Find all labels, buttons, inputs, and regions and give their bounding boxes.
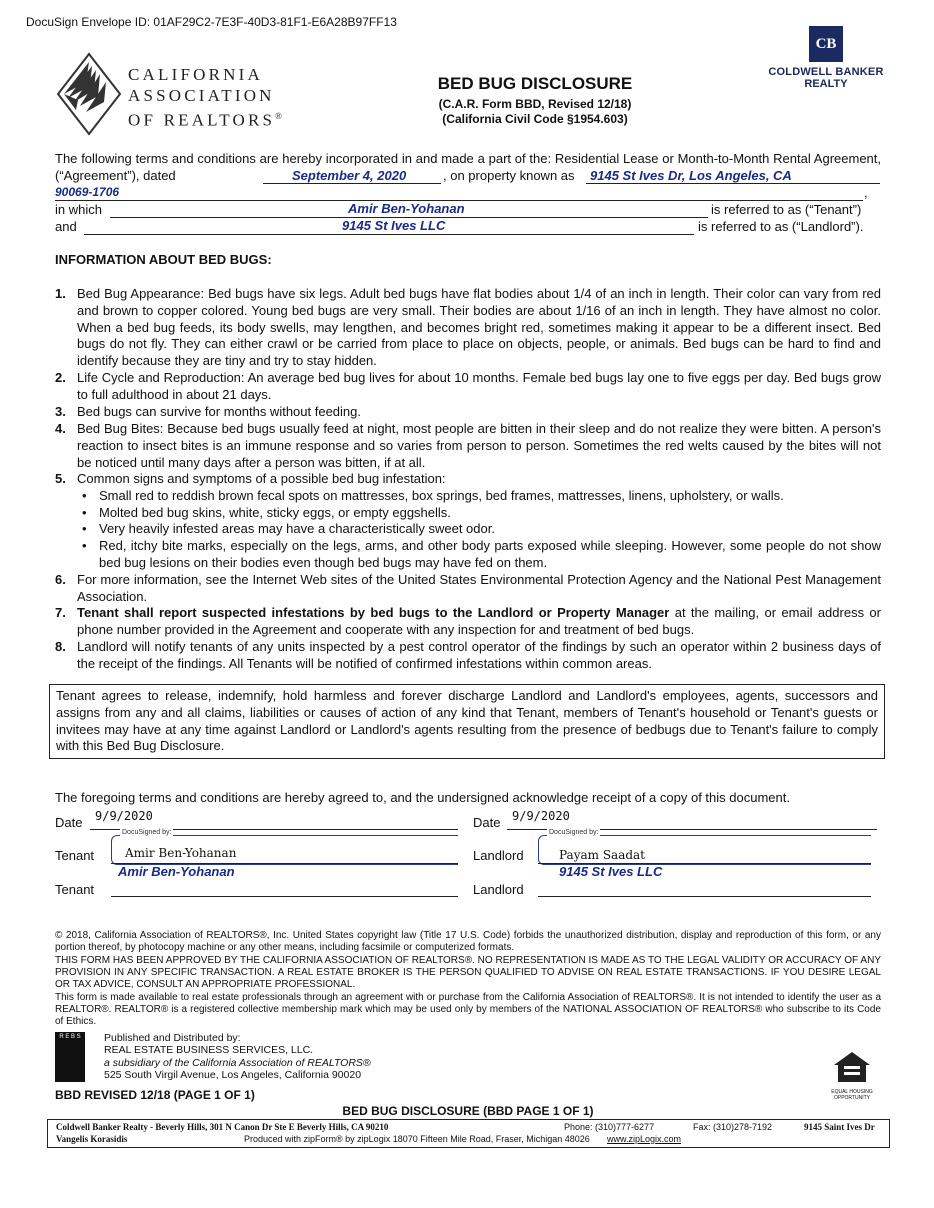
publisher-line3: a subsidiary of the California Association of REALTORS® <box>104 1056 371 1069</box>
list-item <box>55 286 881 370</box>
tenant-docusign-box[interactable] <box>111 829 458 865</box>
approval-notice: THIS FORM HAS BEEN APPROVED BY THE CALIFORNIA ASSOCIATION OF REALTORS®. NO REPRESENTATION IS MADE AS TO THE LEGAL VALIDITY OR ACCURACY OF ANY PROVISION IN ANY SPECIFIC TRANSACTION. A REAL ESTATE BROKER IS THE PERSON QUALIFIED TO ADVISE ON REAL ESTATE TRANSACTIONS. IF YOU DESIRE LEGAL OR TAX ADVICE, CONSULT AN APPROPRIATE PROFESSIONAL. <box>55 955 881 991</box>
list-item <box>55 404 881 421</box>
car-logo-line3-wrap <box>128 106 285 131</box>
list-item <box>55 572 881 606</box>
indemnity-box: Tenant agrees to release, indemnify, hold harmless and forever discharge Landlord and Landlord's employees, agents, successors and assigns from any and all claims, liabilities or causes of action of any kind that Tenant, members of Tenant's household or Tenant's guests or invitees may have at any time against Landlord or Landlord's agents resulting from the presence of bedbugs due to Tenant's failure to comply with this Bed Bug Disclosure. <box>49 684 885 759</box>
property-address-field[interactable]: 9145 St Ives Dr, Los Angeles, CA <box>590 168 792 183</box>
bullet-item <box>82 488 881 505</box>
item-text: at the mailing, or email address or phone number provided in the Agreement and cooperate with any inspection for and treatment of bed bugs. <box>77 605 881 637</box>
bullet-text: Small red to reddish brown fecal spots on mattresses, box springs, bed frames, mattresses, linens, upholstery, or walls. <box>99 488 784 503</box>
item-text: Life Cycle and Reproduction: An average bed bug lives for about 10 months. Female bed bugs lay one to five eggs per day. Bed bugs grow to full adulthood in about 21 days. <box>77 370 881 402</box>
cb-logo-icon: CB <box>809 26 843 62</box>
coldwell-banker-logo <box>766 26 886 90</box>
info-heading: INFORMATION ABOUT BED BUGS: <box>55 252 272 267</box>
envelope-id: DocuSign Envelope ID: 01AF29C2-7E3F-40D3-81F1-E6A28B97FF13 <box>26 15 397 29</box>
realtor-notice: This form is made available to real estate professionals through an agreement with or purchase from the California Association of REALTORS®. It is not intended to identify the user as a REALTOR®. REALTOR® is a registered collective membership mark which may be used only by members of the NATIONAL ASSOCIATION OF REALTORS® who subscribe to its Code of Ethics. <box>55 992 881 1028</box>
landlord-signature: Payam Saadat <box>559 848 646 862</box>
property-comma: , <box>864 185 868 200</box>
in-which-label: in which <box>55 202 102 217</box>
car-logo-text <box>128 64 285 131</box>
broker-phone: Phone: (310)777-6277 <box>564 1122 655 1132</box>
item-text: Bed Bug Bites: Because bed bugs usually feed at night, most people are bitten in their sleep and do not realize they were bitten. A person's reaction to insect bites is an immune response and so varies from person to person. Sometimes the red welts caused by the bites will not be noticed until many days after a person was bitten, if at all. <box>77 421 881 470</box>
bullet-text: Molted bed bug skins, white, sticky eggs, or empty eggshells. <box>99 505 451 520</box>
landlord2-sign-label: Landlord <box>473 882 524 897</box>
agreement-date-field[interactable]: September 4, 2020 <box>292 168 407 183</box>
tenant-date-field[interactable]: 9/9/2020 <box>95 809 153 823</box>
tenant-date-label: Date <box>55 815 83 830</box>
rebs-logo-icon: R E B S <box>55 1032 85 1082</box>
docusign-caption: DocuSigned by: <box>549 829 599 836</box>
footer-property: 9145 Saint Ives Dr <box>804 1122 875 1132</box>
and-label: and <box>55 219 77 234</box>
intro-text: The following terms and conditions are hereby incorporated in and made a part of the: Residential Lease or Month-to-Month Rental Agreement, (“Agreement”), dated <box>55 151 881 183</box>
item-bold-text: Tenant shall report suspected infestations by bed bugs to the Landlord or Property Manager <box>77 605 670 620</box>
car-logo-icon <box>56 52 122 136</box>
landlord-underline <box>84 234 694 235</box>
tenant-referred-label: is referred to as (“Tenant”) <box>711 202 862 217</box>
item-text: Bed Bug Appearance: Bed bugs have six legs. Adult bed bugs have flat bodies about 1/4 of an inch in length. Their color can vary from red and brown to copper colored. Young bed bugs are very small. Their bodies are about 1/16 of an inch in length. They have almost no color. When a bed bug feeds, its body swells, may lengthen, and becomes bright red, sometimes making it appear to be a different insect. Bed bugs do not fly. They can either crawl or be carried from place to place on objects, people, or animals. Bed bugs can be hard to find and identify because they are tiny and try to stay hidden. <box>77 286 881 369</box>
equal-housing-logo <box>830 1050 874 1101</box>
bullet-text: Very heavily infested areas may have a characteristically sweet odor. <box>99 521 495 536</box>
car-logo-reg: ® <box>275 111 286 121</box>
broker-fax: Fax: (310)278-7192 <box>693 1122 773 1132</box>
item-text: Common signs and symptoms of a possible bed bug infestation: <box>77 471 446 486</box>
list-item <box>55 605 881 639</box>
list-item <box>55 471 881 488</box>
car-logo-line1: CALIFORNIA <box>128 65 263 84</box>
landlord-docusign-box[interactable] <box>538 829 871 865</box>
agreement-text: The foregoing terms and conditions are hereby agreed to, and the undersigned acknowledge receipt of a copy of this document. <box>55 790 790 805</box>
equal-housing-icon <box>832 1050 872 1084</box>
bullet-item <box>82 505 881 522</box>
item-text: Bed bugs can survive for months without feeding. <box>77 404 361 419</box>
publisher-line1: Published and Distributed by: <box>104 1032 241 1044</box>
tenant2-sign-underline[interactable] <box>111 896 458 897</box>
publisher-line4: 525 South Virgil Avenue, Los Angeles, California 90020 <box>104 1068 362 1081</box>
date-underline <box>263 183 441 184</box>
footer-box <box>47 1119 890 1148</box>
cb-logo-name: COLDWELL BANKER <box>768 66 884 78</box>
landlord2-sign-underline[interactable] <box>538 896 871 897</box>
bullet-dot: • <box>82 521 87 536</box>
bullet-text: Red, itchy bite marks, especially on the legs, arms, and other body parts exposed while sleeping. However, some people do not show bed bug lesions on their bodies even though bed bugs may have fed on them. <box>99 538 881 570</box>
publisher-block <box>104 1032 371 1081</box>
bullet-item <box>82 521 881 538</box>
item-text: For more information, see the Internet Web sites of the United States Environmental Protection Agency and the National Pest Management Association. <box>77 572 881 604</box>
property-address-line2[interactable]: 90069-1706 <box>55 185 120 199</box>
landlord-name-field[interactable]: 9145 St Ives LLC <box>342 218 446 233</box>
tenant-name-field[interactable]: Amir Ben-Yohanan <box>348 201 465 216</box>
zipform-credit: Produced with zipForm® by zipLogix 18070 Fifteen Mile Road, Fraser, Michigan 48026 <box>244 1134 590 1144</box>
item-text-wrap <box>77 605 881 639</box>
bullet-item <box>82 538 881 572</box>
item-text: Landlord will notify tenants of any units inspected by a pest control operator of the findings by such an operator within 2 business days of the receipt of the findings. All Tenants will be notified of confirmed infestations within common areas. <box>77 639 881 671</box>
landlord-sign-label: Landlord <box>473 848 524 863</box>
bullet-dot: • <box>82 538 87 553</box>
equal-housing-caption: EQUAL HOUSING OPPORTUNITY <box>831 1089 873 1101</box>
landlord-referred-label: is referred to as (“Landlord”). <box>698 219 864 234</box>
broker-office: Coldwell Banker Realty - Beverly Hills, 301 N Canon Dr Ste E Beverly Hills, CA 90210 <box>56 1122 389 1132</box>
item-number: 5. <box>55 471 66 486</box>
cb-logo-realty: REALTY <box>804 78 848 90</box>
car-logo-line2: ASSOCIATION <box>128 86 275 105</box>
item-number: 4. <box>55 421 66 436</box>
item-number: 1. <box>55 286 66 301</box>
item-number: 3. <box>55 404 66 419</box>
tenant-printed-name: Amir Ben-Yohanan <box>118 864 235 879</box>
form-title-block <box>400 74 670 126</box>
landlord-date-field[interactable]: 9/9/2020 <box>512 809 570 823</box>
publisher-line2: REAL ESTATE BUSINESS SERVICES, LLC. <box>104 1044 314 1057</box>
docusign-caption: DocuSigned by: <box>122 829 172 836</box>
tenant2-sign-label: Tenant <box>55 882 95 897</box>
item-number: 8. <box>55 639 66 654</box>
ziplogix-link[interactable]: www.zipLogix.com <box>607 1134 682 1144</box>
civil-code: (California Civil Code §1954.603) <box>442 112 628 126</box>
landlord-printed-name: 9145 St Ives LLC <box>559 864 663 879</box>
copyright-notice: © 2018, California Association of REALTORS®, Inc. United States copyright law (Title 17 U.S. Code) forbids the unauthorized distribution, display and reproduction of this form, or any portion thereof, by photocopy machine or any other means, including facsimile or computerized formats. <box>55 930 881 954</box>
item-number: 7. <box>55 605 66 620</box>
agent-name: Vangelis Korasidis <box>56 1134 128 1144</box>
list-item <box>55 421 881 471</box>
car-logo-line3: OF REALTORS <box>128 110 276 130</box>
tenant-sign-label: Tenant <box>55 848 95 863</box>
revision-label: BBD REVISED 12/18 (PAGE 1 OF 1) <box>55 1088 255 1102</box>
property-label: , on property known as <box>443 168 575 183</box>
bullet-dot: • <box>82 505 87 520</box>
form-title: BED BUG DISCLOSURE <box>437 74 633 93</box>
list-item <box>55 639 881 673</box>
list-item <box>55 370 881 404</box>
tenant-signature: Amir Ben-Yohanan <box>125 846 237 860</box>
property-underline <box>586 183 880 184</box>
bullet-dot: • <box>82 488 87 503</box>
item-number: 2. <box>55 370 66 385</box>
landlord-date-label: Date <box>473 815 501 830</box>
footer-title: BED BUG DISCLOSURE (BBD PAGE 1 OF 1) <box>342 1104 594 1118</box>
item-number: 6. <box>55 572 66 587</box>
form-number: (C.A.R. Form BBD, Revised 12/18) <box>438 97 632 111</box>
